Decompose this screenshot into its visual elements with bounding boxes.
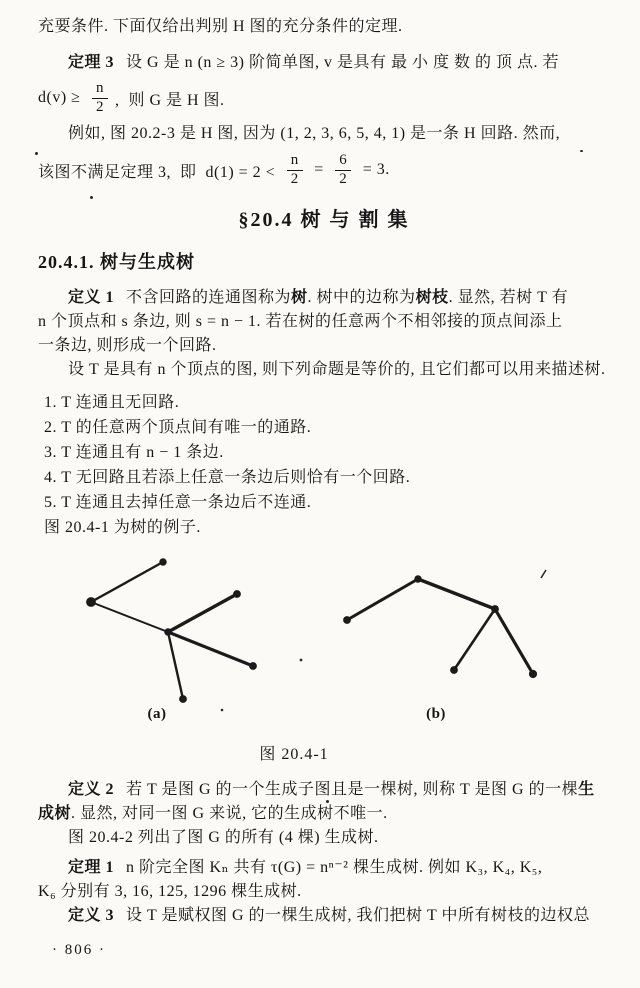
subsection-title: 20.4.1. 树与生成树	[38, 252, 195, 272]
math-post: = 3.	[358, 161, 390, 178]
fraction-denominator: 2	[339, 170, 348, 187]
definition-1-line2: n 个顶点和 s 条边, 则 s = n − 1. 若在树的任意两个不相邻接的顶点间添上	[38, 313, 563, 330]
definition-1-seg1: 不含回路的连通图称为	[126, 289, 292, 306]
list-item: 2. T 的任意两个顶点间有唯一的通路.	[44, 419, 312, 436]
scan-speck	[326, 800, 329, 803]
tree-vertex	[451, 667, 458, 674]
equals-sign: =	[309, 161, 329, 178]
theorem-3-text: 设 G 是 n (n ≥ 3) 阶简单图, v 是具有 最 小 度 数 的 顶 点. 若	[126, 54, 560, 71]
definition-2-line1	[38, 778, 610, 802]
definition-2-label: 定义 2	[68, 781, 115, 798]
tree-vertex	[180, 696, 187, 703]
theorem-1-label: 定理 1	[68, 859, 115, 876]
fraction-6-over-2	[335, 153, 351, 188]
math-pre: d(v) ≥	[38, 89, 85, 106]
theorem-3-line1	[38, 50, 610, 76]
scan-speck	[300, 659, 303, 662]
example-line1: 例如, 图 20.2-3 是 H 图, 因为 (1, 2, 3, 6, 5, 4, 1) 是一条 H 回路. 然而,	[68, 125, 561, 142]
theorem-1-line2: K₆ 分别有 3, 16, 125, 1296 棵生成树.	[38, 883, 302, 900]
theorem-3-math-line	[38, 76, 610, 120]
scan-speck	[221, 709, 224, 712]
list-item: 1. T 连通且无回路.	[44, 394, 180, 411]
tree-edge	[168, 632, 183, 699]
tree-vertex	[344, 617, 351, 624]
tree-vertex	[234, 591, 241, 598]
list-item: 4. T 无回路且若添上任意一条边后则恰有一个回路.	[44, 469, 411, 486]
term-spanning-part2: 成树	[38, 805, 72, 822]
term-tree: 树	[291, 289, 308, 306]
definition-2-line2-text: . 显然, 对同一图 G 来说, 它的生成树不唯一.	[71, 805, 388, 822]
tree-vertex	[250, 663, 257, 670]
figure-20-4-1	[0, 540, 640, 736]
definition-2-text: 若 T 是图 G 的一个生成子图且是一棵树, 则称 T 是图 G 的一棵	[126, 781, 579, 798]
scan-speck	[90, 196, 93, 199]
tree-edge	[495, 609, 533, 674]
definition-1-seg2: . 树中的边称为	[307, 289, 416, 306]
paragraph-equivalence: 设 T 是具有 n 个顶点的图, 则下列命题是等价的, 且它们都可以用来描述树.	[68, 361, 606, 378]
fraction-n-over-2	[287, 153, 303, 188]
figure-caption: 图 20.4-1	[259, 746, 329, 763]
figure-intro-line: 图 20.4-1 为树的例子.	[44, 519, 201, 536]
term-branch: 树枝	[415, 289, 449, 306]
section-title: §20.4 树 与 割 集	[238, 209, 410, 231]
scan-speck	[580, 150, 583, 152]
example-math-line	[38, 148, 610, 192]
tree-vertex	[165, 629, 171, 635]
definition-1-line1	[38, 286, 610, 310]
tree-vertex	[87, 598, 96, 607]
tree-edge	[168, 594, 237, 632]
fraction-denominator: 2	[290, 170, 299, 187]
equivalence-list	[38, 390, 610, 540]
page-number: · 806 ·	[52, 942, 106, 958]
paragraph-carryover: 充要条件. 下面仅给出判别 H 图的充分条件的定理.	[38, 18, 403, 35]
tree-edge	[418, 579, 495, 609]
fraction-denominator: 2	[95, 98, 104, 115]
scan-speck	[35, 152, 38, 155]
definition-3-label: 定义 3	[68, 907, 115, 924]
theorem-1-text: n 阶完全图 Kₙ 共有 τ(G) = nⁿ⁻² 棵生成树. 例如 K₃, K₄, K₅,	[126, 859, 543, 876]
list-item: 3. T 连通且有 n − 1 条边.	[44, 444, 224, 461]
tree-vertex	[529, 670, 536, 677]
subfigure-label-a: (a)	[147, 706, 167, 722]
fraction-n-over-2	[92, 81, 108, 116]
theorem-1-line1	[38, 856, 610, 880]
theorem-3-label: 定理 3	[68, 54, 115, 71]
tree-vertex	[492, 606, 499, 613]
tree-edge	[91, 562, 163, 602]
definition-1-line3: 一条边, 则形成一个回路.	[38, 337, 217, 354]
term-spanning-part1: 生	[578, 781, 595, 798]
tree-vertex	[415, 576, 421, 582]
tree-edge	[168, 632, 253, 666]
subfigure-label-b: (b)	[426, 706, 446, 722]
paragraph-fig-20-4-2: 图 20.4-2 列出了图 G 的所有 (4 棵) 生成树.	[68, 829, 379, 846]
definition-1-seg3: . 显然, 若树 T 有	[448, 289, 569, 306]
definition-1-label: 定义 1	[68, 289, 115, 306]
fraction-numerator: n	[287, 153, 303, 171]
tree-diagrams-svg	[0, 540, 640, 736]
tree-vertex	[160, 559, 166, 565]
definition-3-text: 设 T 是赋权图 G 的一棵生成树, 我们把树 T 中所有树枝的边权总	[126, 907, 591, 924]
scan-speck	[541, 570, 546, 578]
list-item: 5. T 连通且去掉任意一条边后不连通.	[44, 494, 312, 511]
fraction-numerator: 6	[335, 153, 351, 171]
fraction-numerator: n	[92, 81, 108, 99]
math-pre: 该图不满足定理 3, 即 d(1) = 2 <	[38, 163, 280, 181]
math-post: , 则 G 是 H 图.	[114, 91, 225, 109]
tree-diagram-a	[87, 559, 257, 703]
definition-3-line1	[38, 904, 610, 928]
tree-edge	[91, 602, 168, 632]
tree-diagram-b	[344, 576, 537, 678]
tree-edge	[347, 579, 418, 620]
definition-2-line2	[38, 802, 610, 826]
tree-edge	[454, 609, 495, 670]
